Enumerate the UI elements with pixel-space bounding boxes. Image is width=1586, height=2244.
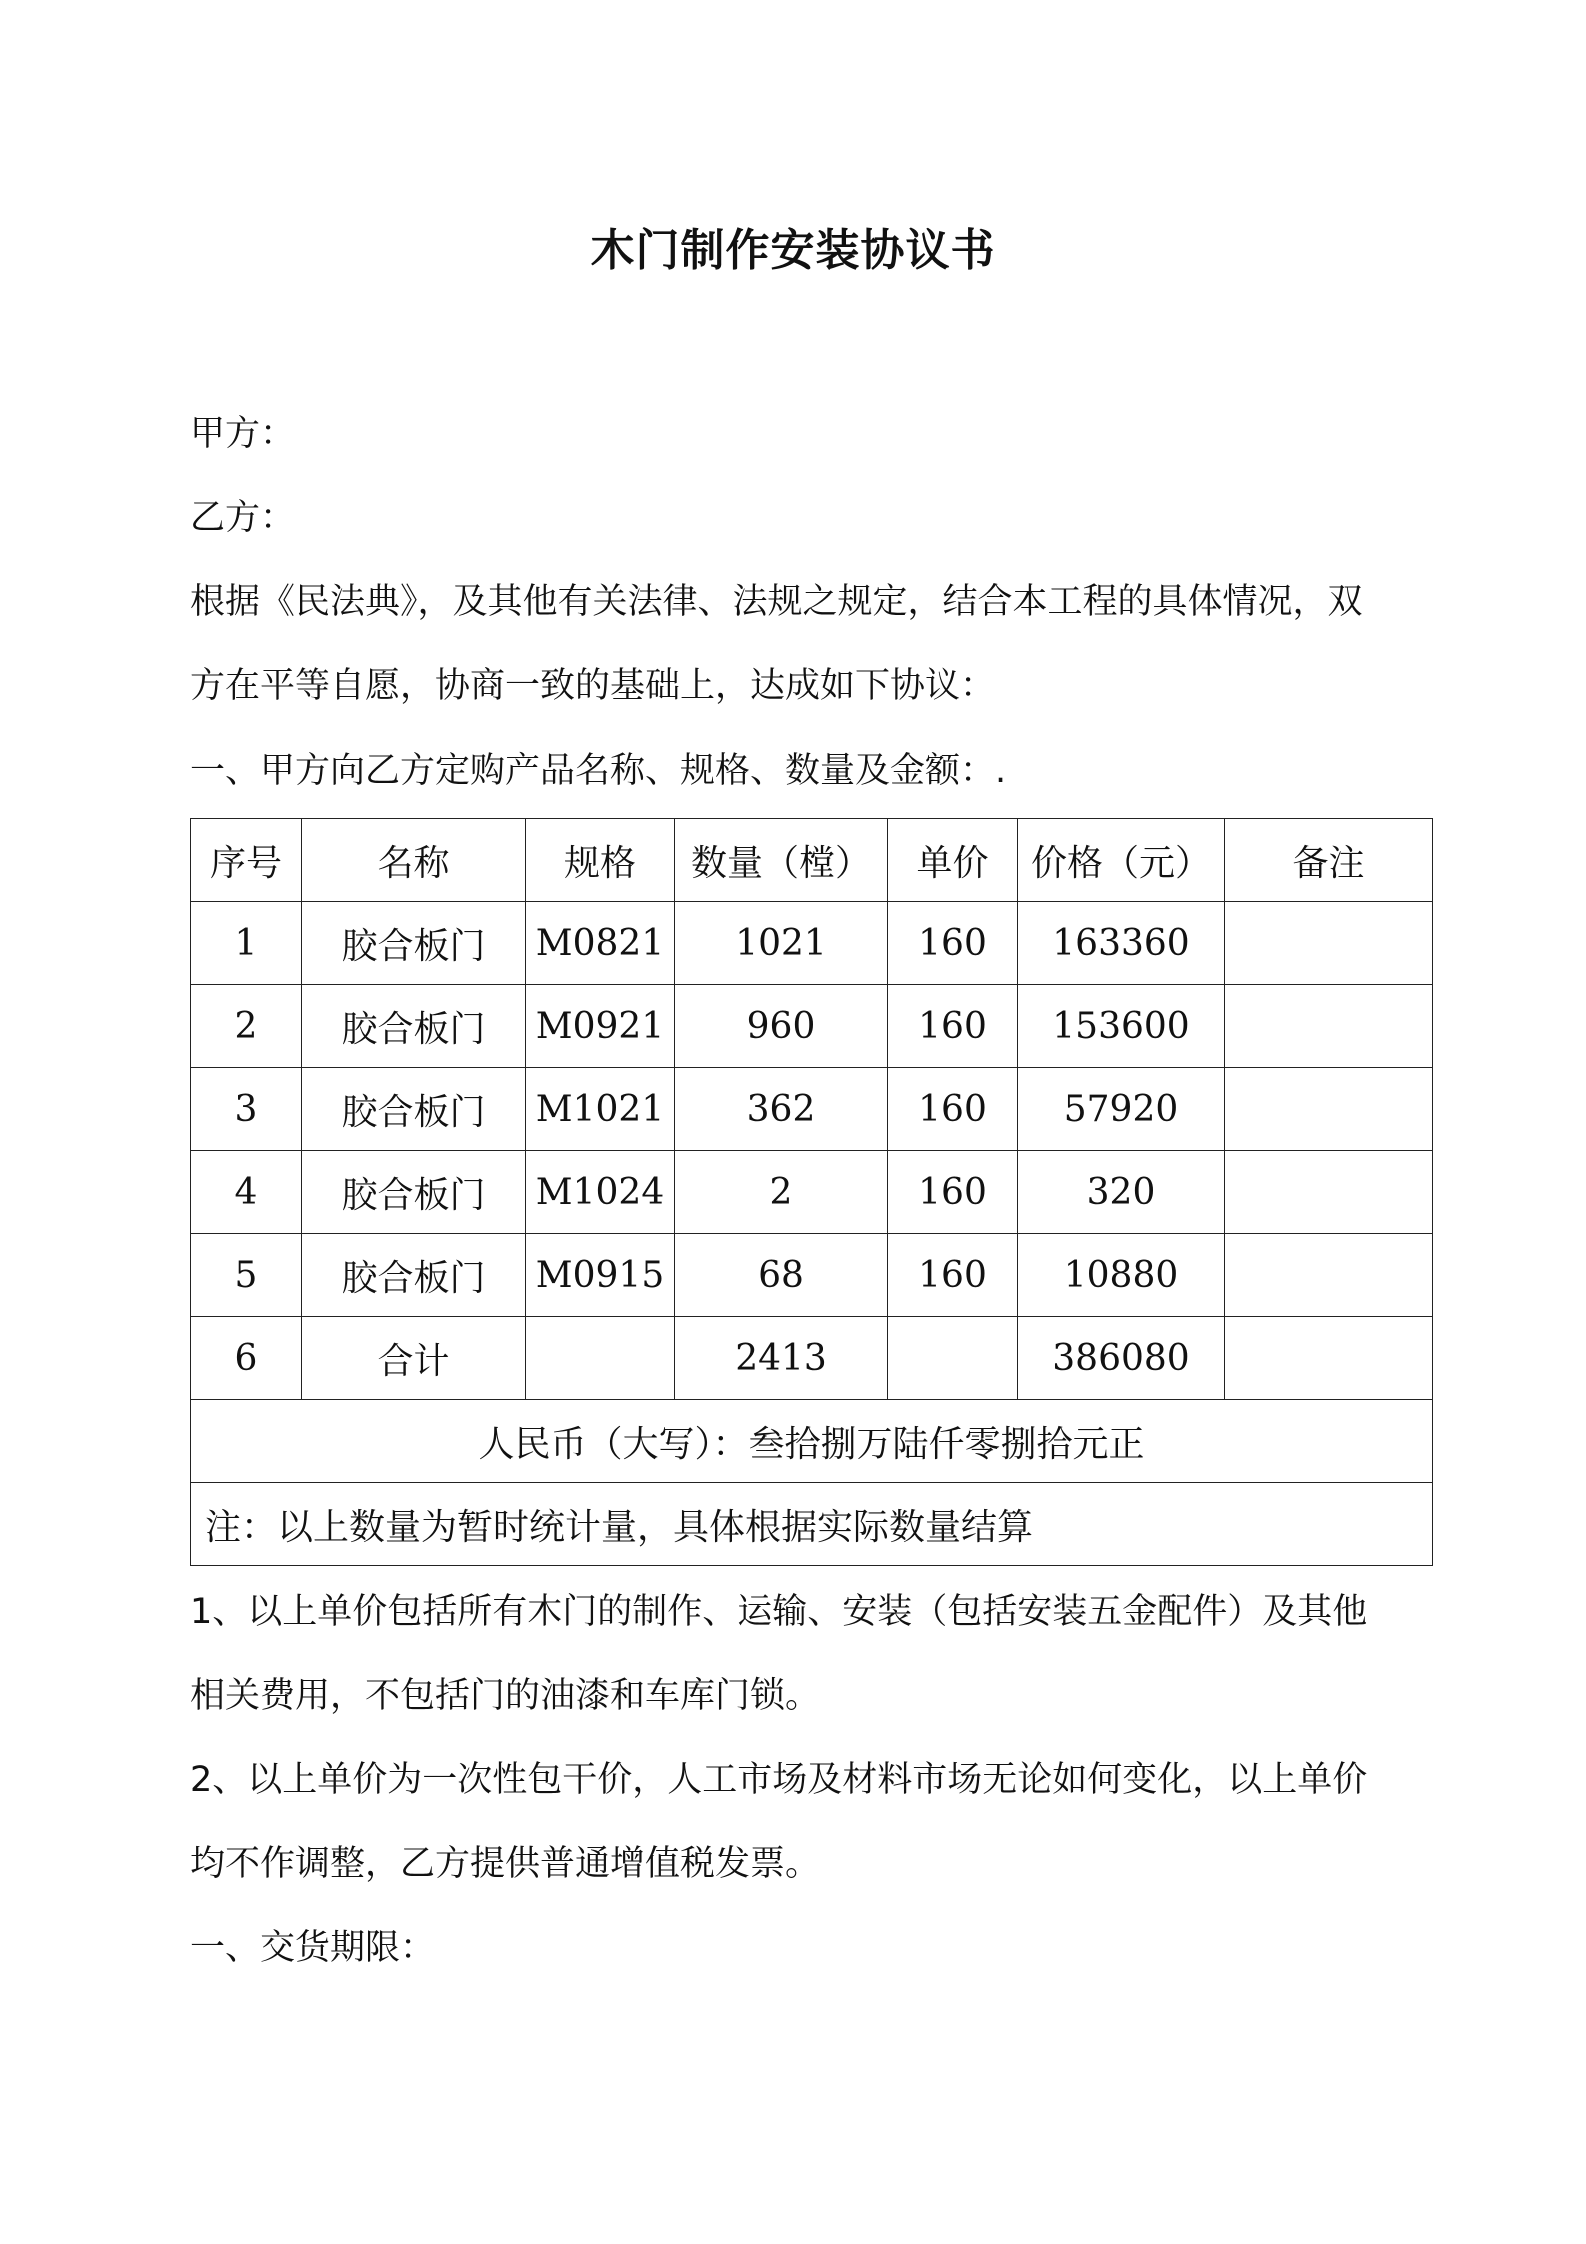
table-row: [191, 1151, 1433, 1234]
cell-price: 386080: [1018, 1317, 1225, 1400]
cell-note: [1225, 1068, 1433, 1151]
cell-price: 320: [1018, 1151, 1225, 1234]
cell-qty: 960: [675, 985, 888, 1068]
cell-spec: M1021: [526, 1068, 675, 1151]
cell-price: 57920: [1018, 1068, 1225, 1151]
cell-no: 5: [191, 1234, 302, 1317]
table-row: [191, 1234, 1433, 1317]
cell-unit-price: 160: [888, 1068, 1018, 1151]
cell-price: 10880: [1018, 1234, 1225, 1317]
rmb-total-text: 人民币（大写）：叁拾捌万陆仟零捌拾元正: [191, 1400, 1433, 1483]
clause-2-line-1: 2、以上单价为一次性包干价，人工市场及材料市场无论如何变化，以上单价: [190, 1760, 1368, 1800]
order-table: [190, 818, 1433, 1566]
cell-qty: 68: [675, 1234, 888, 1317]
cell-qty: 1021: [675, 902, 888, 985]
cell-note: [1225, 1234, 1433, 1317]
clause-2-line-2: 均不作调整，乙方提供普通增值税发票。: [190, 1844, 821, 1884]
cell-name: 胶合板门: [302, 1068, 526, 1151]
table-row: [191, 902, 1433, 985]
cell-name: 胶合板门: [302, 902, 526, 985]
header-cell-no: 序号: [191, 819, 302, 902]
cell-qty: 2: [675, 1151, 888, 1234]
table-row: [191, 985, 1433, 1068]
table-total-row: [191, 1317, 1433, 1400]
section-1-heading: 一、甲方向乙方定购产品名称、规格、数量及金额：.: [190, 751, 1007, 791]
cell-unit-price: [888, 1317, 1018, 1400]
cell-no: 6: [191, 1317, 302, 1400]
cell-spec: M0915: [526, 1234, 675, 1317]
party-a-label: 甲方：: [190, 414, 296, 454]
cell-qty: 362: [675, 1068, 888, 1151]
cell-spec: M1024: [526, 1151, 675, 1234]
cell-note: [1225, 1317, 1433, 1400]
cell-spec: M0821: [526, 902, 675, 985]
cell-no: 4: [191, 1151, 302, 1234]
section-2-heading: 一、交货期限：: [190, 1928, 436, 1968]
intro-paragraph-line-2: 方在平等自愿，协商一致的基础上，达成如下协议：: [190, 666, 996, 706]
cell-unit-price: 160: [888, 1151, 1018, 1234]
cell-note: [1225, 902, 1433, 985]
header-cell-note: 备注: [1225, 819, 1433, 902]
cell-name: 胶合板门: [302, 985, 526, 1068]
cell-name: 胶合板门: [302, 1151, 526, 1234]
clause-1-line-1: 1、以上单价包括所有木门的制作、运输、安装（包括安装五金配件）及其他: [190, 1592, 1368, 1632]
header-cell-spec: 规格: [526, 819, 675, 902]
cell-unit-price: 160: [888, 1234, 1018, 1317]
cell-price: 163360: [1018, 902, 1225, 985]
cell-unit-price: 160: [888, 985, 1018, 1068]
intro-paragraph-line-1: 根据《民法典》，及其他有关法律、法规之规定，结合本工程的具体情况，双: [190, 582, 1363, 622]
cell-unit-price: 160: [888, 902, 1018, 985]
table-header-row: [191, 819, 1433, 902]
header-cell-price: 价格（元）: [1018, 819, 1225, 902]
cell-no: 2: [191, 985, 302, 1068]
party-b-label: 乙方：: [190, 498, 296, 538]
cell-note: [1225, 985, 1433, 1068]
cell-note: [1225, 1151, 1433, 1234]
cell-price: 153600: [1018, 985, 1225, 1068]
header-cell-qty: 数量（樘）: [675, 819, 888, 902]
table-note-text: 注：以上数量为暂时统计量，具体根据实际数量结算: [191, 1483, 1433, 1566]
cell-name: 合计: [302, 1317, 526, 1400]
header-cell-unit-price: 单价: [888, 819, 1018, 902]
document-title: 木门制作安装协议书: [590, 225, 996, 276]
clause-1-line-2: 相关费用，不包括门的油漆和车库门锁。: [190, 1676, 821, 1716]
header-cell-name: 名称: [302, 819, 526, 902]
cell-spec: [526, 1317, 675, 1400]
cell-qty: 2413: [675, 1317, 888, 1400]
cell-no: 1: [191, 902, 302, 985]
table-row: [191, 1068, 1433, 1151]
table-note-row: [191, 1483, 1433, 1566]
table-rmb-total-row: [191, 1400, 1433, 1483]
cell-no: 3: [191, 1068, 302, 1151]
cell-name: 胶合板门: [302, 1234, 526, 1317]
cell-spec: M0921: [526, 985, 675, 1068]
